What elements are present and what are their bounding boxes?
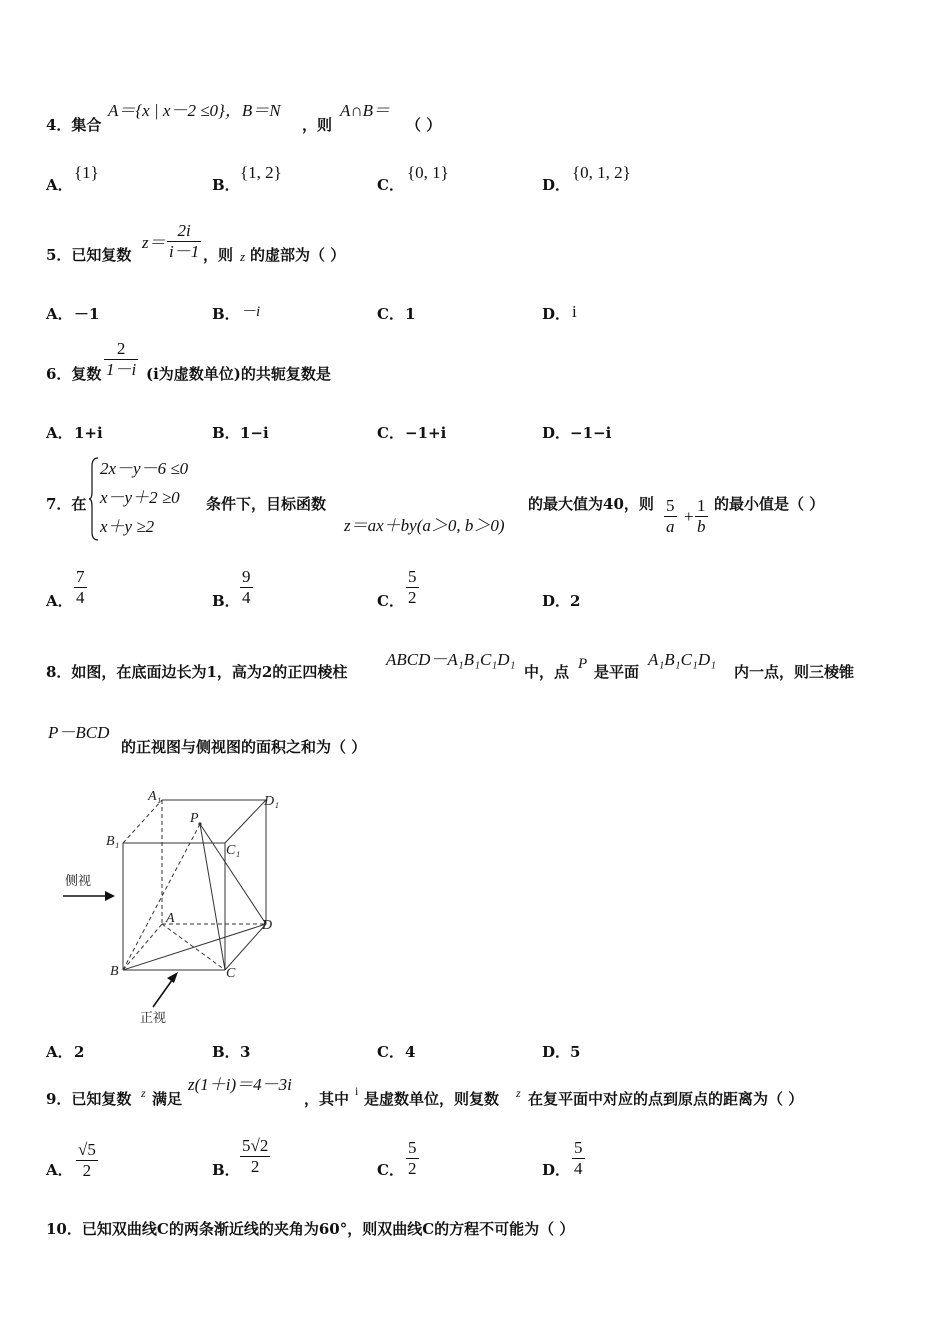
- q9-mid3: 是虚数单位，则复数: [364, 1090, 500, 1108]
- q7-option-b-label[interactable]: B．: [212, 592, 240, 610]
- q7-mid2: 的最大值为40，则: [528, 495, 654, 513]
- q8-option-d-value: 5: [570, 1043, 581, 1061]
- q7-frac2-den: b: [697, 517, 706, 536]
- q8-prism: ABCD－A₁B₁C₁D₁: [386, 650, 516, 669]
- q9-i: i: [355, 1084, 359, 1098]
- q9-option-a-label[interactable]: A．: [46, 1161, 73, 1179]
- q9-prefix: 9．已知复数: [46, 1090, 132, 1108]
- q6-option-b-value: 1−i: [240, 424, 269, 442]
- q4-mid: ，则: [302, 116, 333, 134]
- q5-option-b-value: －i: [241, 304, 261, 320]
- q7-option-b-fraction: [240, 567, 253, 608]
- q8-option-c-label[interactable]: C．: [377, 1043, 404, 1061]
- q9-option-a-fraction: [76, 1140, 98, 1181]
- figure-label-p: P: [190, 811, 199, 826]
- q4-option-b-value: {1, 2}: [240, 163, 282, 182]
- q9-z2: z: [516, 1086, 521, 1100]
- figure-label-b1: B₁: [106, 834, 120, 849]
- q9-option-c-fraction: [406, 1138, 419, 1179]
- q5-mid: ，则: [203, 246, 234, 264]
- q8-prefix: 8．如图，在底面边长为1，高为2的正四棱柱: [46, 663, 348, 681]
- q7-option-c-fraction: [406, 567, 419, 608]
- q5-option-c-value: 1: [405, 305, 416, 323]
- q7-option-c-num: 5: [408, 567, 417, 586]
- q7-option-b-num: 9: [242, 567, 251, 586]
- q9-option-c-label[interactable]: C．: [377, 1161, 404, 1179]
- q8-point-p: P: [578, 656, 588, 672]
- q5-option-c-label[interactable]: C．: [377, 305, 404, 323]
- q7-system-line-2: x－y＋2 ≥0: [100, 488, 180, 507]
- q7-fraction-1: [664, 496, 677, 537]
- q4-paren: （ ）: [406, 116, 442, 134]
- q5-fraction: [167, 221, 201, 262]
- q9-option-a-den: 2: [82, 1161, 92, 1180]
- q6-option-c-value: −1+i: [405, 424, 447, 442]
- figure-label-b: B: [110, 964, 119, 979]
- q6-suffix: (i为虚数单位)的共轭复数是: [146, 365, 331, 383]
- q4-option-c-value: {0, 1}: [407, 163, 449, 182]
- q9-option-b-fraction: [240, 1136, 270, 1177]
- q9-z: z: [141, 1086, 146, 1100]
- q5-z-eq: z＝: [142, 233, 166, 252]
- q5-option-b-label[interactable]: B．: [212, 305, 240, 323]
- q6-option-b-label[interactable]: B．: [212, 424, 240, 442]
- q9-mid2: ，其中: [304, 1090, 350, 1108]
- q9-option-d-label[interactable]: D．: [542, 1161, 571, 1179]
- q4-set-definition: A＝{x | x－2 ≤0}，B＝N: [108, 101, 281, 120]
- q9-option-b-num: 5√2: [242, 1136, 269, 1155]
- figure-label-c1: C₁: [226, 843, 241, 858]
- q5-option-d-value: i: [572, 302, 577, 321]
- q8-plane: A₁B₁C₁D₁: [648, 650, 717, 669]
- figure-side-view-label: 侧视: [65, 873, 92, 888]
- q9-option-d-den: 4: [574, 1159, 583, 1178]
- q8-option-c-value: 4: [405, 1043, 416, 1061]
- q9-option-d-fraction: [572, 1138, 585, 1179]
- q9-option-b-label[interactable]: B．: [212, 1161, 240, 1179]
- q7-option-a-num: 7: [76, 567, 85, 586]
- q6-fraction: [104, 339, 138, 380]
- q7-prefix: 7．在: [46, 495, 87, 513]
- q7-plus: +: [684, 507, 694, 526]
- figure-label-d1: D₁: [264, 794, 279, 809]
- q8-line2: 的正视图与侧视图的面积之和为（ ）: [121, 738, 367, 756]
- q4-option-d-value: {0, 1, 2}: [572, 163, 631, 182]
- figure-label-d: D: [262, 918, 273, 933]
- q4-option-a-value: {1}: [74, 163, 99, 182]
- q6-option-c-label[interactable]: C．: [377, 424, 404, 442]
- q9-option-a-num: √5: [78, 1140, 96, 1159]
- q7-option-c-label[interactable]: C．: [377, 592, 404, 610]
- figure-label-a1: A₁: [148, 789, 162, 804]
- q9-suffix: 在复平面中对应的点到原点的距离为（ ）: [528, 1090, 804, 1108]
- q9-option-c-num: 5: [408, 1138, 417, 1157]
- q8-pyramid: P－BCD: [48, 723, 110, 742]
- q6-prefix: 6．复数: [46, 365, 102, 383]
- q4-option-a-label[interactable]: A．: [46, 176, 73, 194]
- q4-option-d-label[interactable]: D．: [542, 176, 571, 194]
- figure-front-view-label: 正视: [140, 1010, 167, 1025]
- q5-suffix: 的虚部为（ ）: [250, 246, 346, 264]
- q7-frac1-den: a: [666, 517, 675, 536]
- q6-option-a-label[interactable]: A．: [46, 424, 73, 442]
- q5-option-d-label[interactable]: D．: [542, 305, 571, 323]
- q7-suffix: 的最小值是（ ）: [714, 495, 825, 513]
- q8-option-a-value: 2: [74, 1043, 85, 1061]
- q7-option-d-label[interactable]: D．: [542, 592, 571, 610]
- q7-option-a-label[interactable]: A．: [46, 592, 73, 610]
- q7-fraction-2: [695, 496, 708, 537]
- q6-option-a-value: 1+i: [74, 424, 103, 442]
- q4-prefix: 4．集合: [46, 116, 102, 134]
- figure-label-c: C: [226, 966, 236, 981]
- q5-prefix: 5．已知复数: [46, 246, 132, 264]
- q9-mid1: 满足: [152, 1090, 183, 1108]
- q6-frac-num: 2: [104, 339, 138, 360]
- q8-prism-figure: [55, 782, 295, 1032]
- q6-frac-den: 1－i: [106, 360, 137, 379]
- q9-equation: z(1＋i)＝4－3i: [188, 1075, 292, 1094]
- q4-option-c-label[interactable]: C．: [377, 176, 404, 194]
- q5-frac-num: 2i: [167, 221, 201, 242]
- q8-mid1: 中，点: [524, 663, 570, 681]
- q5-frac-den: i－1: [169, 242, 200, 261]
- q8-option-b-label[interactable]: B．: [212, 1043, 240, 1061]
- q4-expression: A∩B＝: [340, 101, 391, 120]
- q7-system-line-1: 2x－y－6 ≤0: [100, 459, 189, 478]
- q7-system-line-3: x＋y ≥2: [100, 517, 155, 536]
- q7-objective: z＝ax＋by(a＞0, b＞0): [344, 516, 505, 535]
- q7-option-c-den: 2: [408, 588, 417, 607]
- q8-mid2: 是平面: [594, 663, 640, 681]
- q7-option-a-den: 4: [76, 588, 85, 607]
- figure-label-a: A: [166, 911, 175, 926]
- q5-option-a-label[interactable]: A．: [46, 305, 73, 323]
- q6-option-d-label[interactable]: D．: [542, 424, 571, 442]
- q7-option-b-den: 4: [242, 588, 251, 607]
- q5-option-a-value: －1: [74, 305, 100, 323]
- q7-option-a-fraction: [74, 567, 87, 608]
- q7-mid1: 条件下，目标函数: [206, 495, 327, 513]
- q7-option-d-value: 2: [570, 592, 581, 610]
- q9-option-c-den: 2: [408, 1159, 417, 1178]
- q8-option-b-value: 3: [240, 1043, 251, 1061]
- q9-option-b-den: 2: [250, 1157, 260, 1176]
- q4-option-b-label[interactable]: B．: [212, 176, 240, 194]
- q6-option-d-value: −1−i: [570, 424, 612, 442]
- q8-suffix: 内一点，则三棱锥: [734, 663, 855, 681]
- q7-frac1-num: 5: [666, 496, 675, 515]
- q8-option-a-label[interactable]: A．: [46, 1043, 73, 1061]
- q7-frac2-num: 1: [697, 496, 706, 515]
- q10-text: 10．已知双曲线C的两条渐近线的夹角为60°，则双曲线C的方程不可能为（ ）: [46, 1220, 575, 1238]
- q9-option-d-num: 5: [574, 1138, 583, 1157]
- q5-z: z: [240, 249, 246, 264]
- q7-system-brace: [88, 456, 100, 542]
- q8-option-d-label[interactable]: D．: [542, 1043, 571, 1061]
